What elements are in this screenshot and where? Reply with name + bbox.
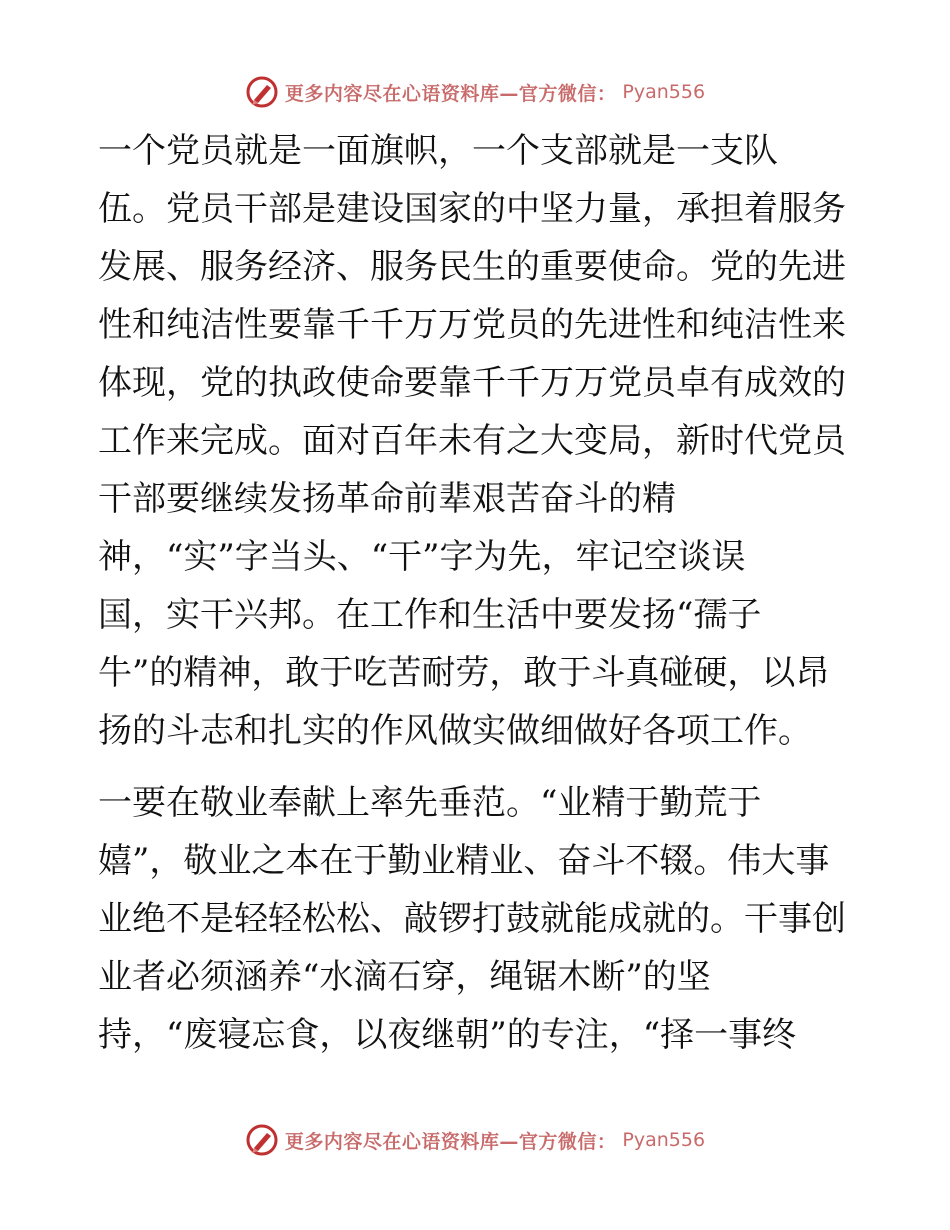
banner-text: 更多内容尽在心语资料库—官方微信： [284,82,617,105]
text-line: 牛”的精神，敢于吃苦耐劳，敢于斗真碰硬，以昂 [98,653,830,693]
banner-wechat-id: Pyan556 [622,81,706,103]
text-line: 体现，党的执政使命要靠千千万万党员卓有成效的 [98,363,846,403]
text-line: 伍。党员干部是建设国家的中坚力量，承担着服务 [98,189,846,229]
pen-logo-icon [245,1123,279,1157]
text-line: 神，“实”字当头、“干”字为先，牢记空谈误 [98,537,746,577]
banner-wechat-id: Pyan556 [622,1129,706,1151]
text-line: 一要在敬业奉献上率先垂范。“业精于勤荒于 [98,783,762,823]
text-line: 国，实干兴邦。在工作和生活中要发扬“孺子 [98,595,762,635]
text-line: 干部要继续发扬革命前辈艰苦奋斗的精 [98,479,676,519]
paragraph-2 [98,774,858,1064]
text-line: 一个党员就是一面旗帜，一个支部就是一支队 [98,131,778,171]
text-line: 扬的斗志和扎实的作风做实做细做好各项工作。 [98,711,812,751]
text-line: 持，“废寝忘食，以夜继朝”的专注，“择一事终 [98,1015,797,1055]
banner-text: 更多内容尽在心语资料库—官方微信： [284,1130,617,1153]
paragraph-gap [98,760,858,774]
text-line: 嬉”，敬业之本在于勤业精业、奋斗不辍。伟大事 [98,841,830,881]
text-line: 工作来完成。面对百年未有之大变局，新时代党员 [98,421,846,461]
pen-logo-icon [245,75,279,109]
text-line: 业者必须涵养“水滴石穿，绳锯木断”的坚 [98,957,711,997]
paragraph-1 [98,122,858,760]
text-line: 性和纯洁性要靠千千万万党员的先进性和纯洁性来 [98,305,846,345]
footer-banner [0,1120,950,1160]
header-banner [0,72,950,112]
text-line: 发展、服务经济、服务民生的重要使命。党的先进 [98,247,846,287]
document-body [98,122,858,1064]
text-line: 业绝不是轻轻松松、敲锣打鼓就能成就的。干事创 [98,899,846,939]
